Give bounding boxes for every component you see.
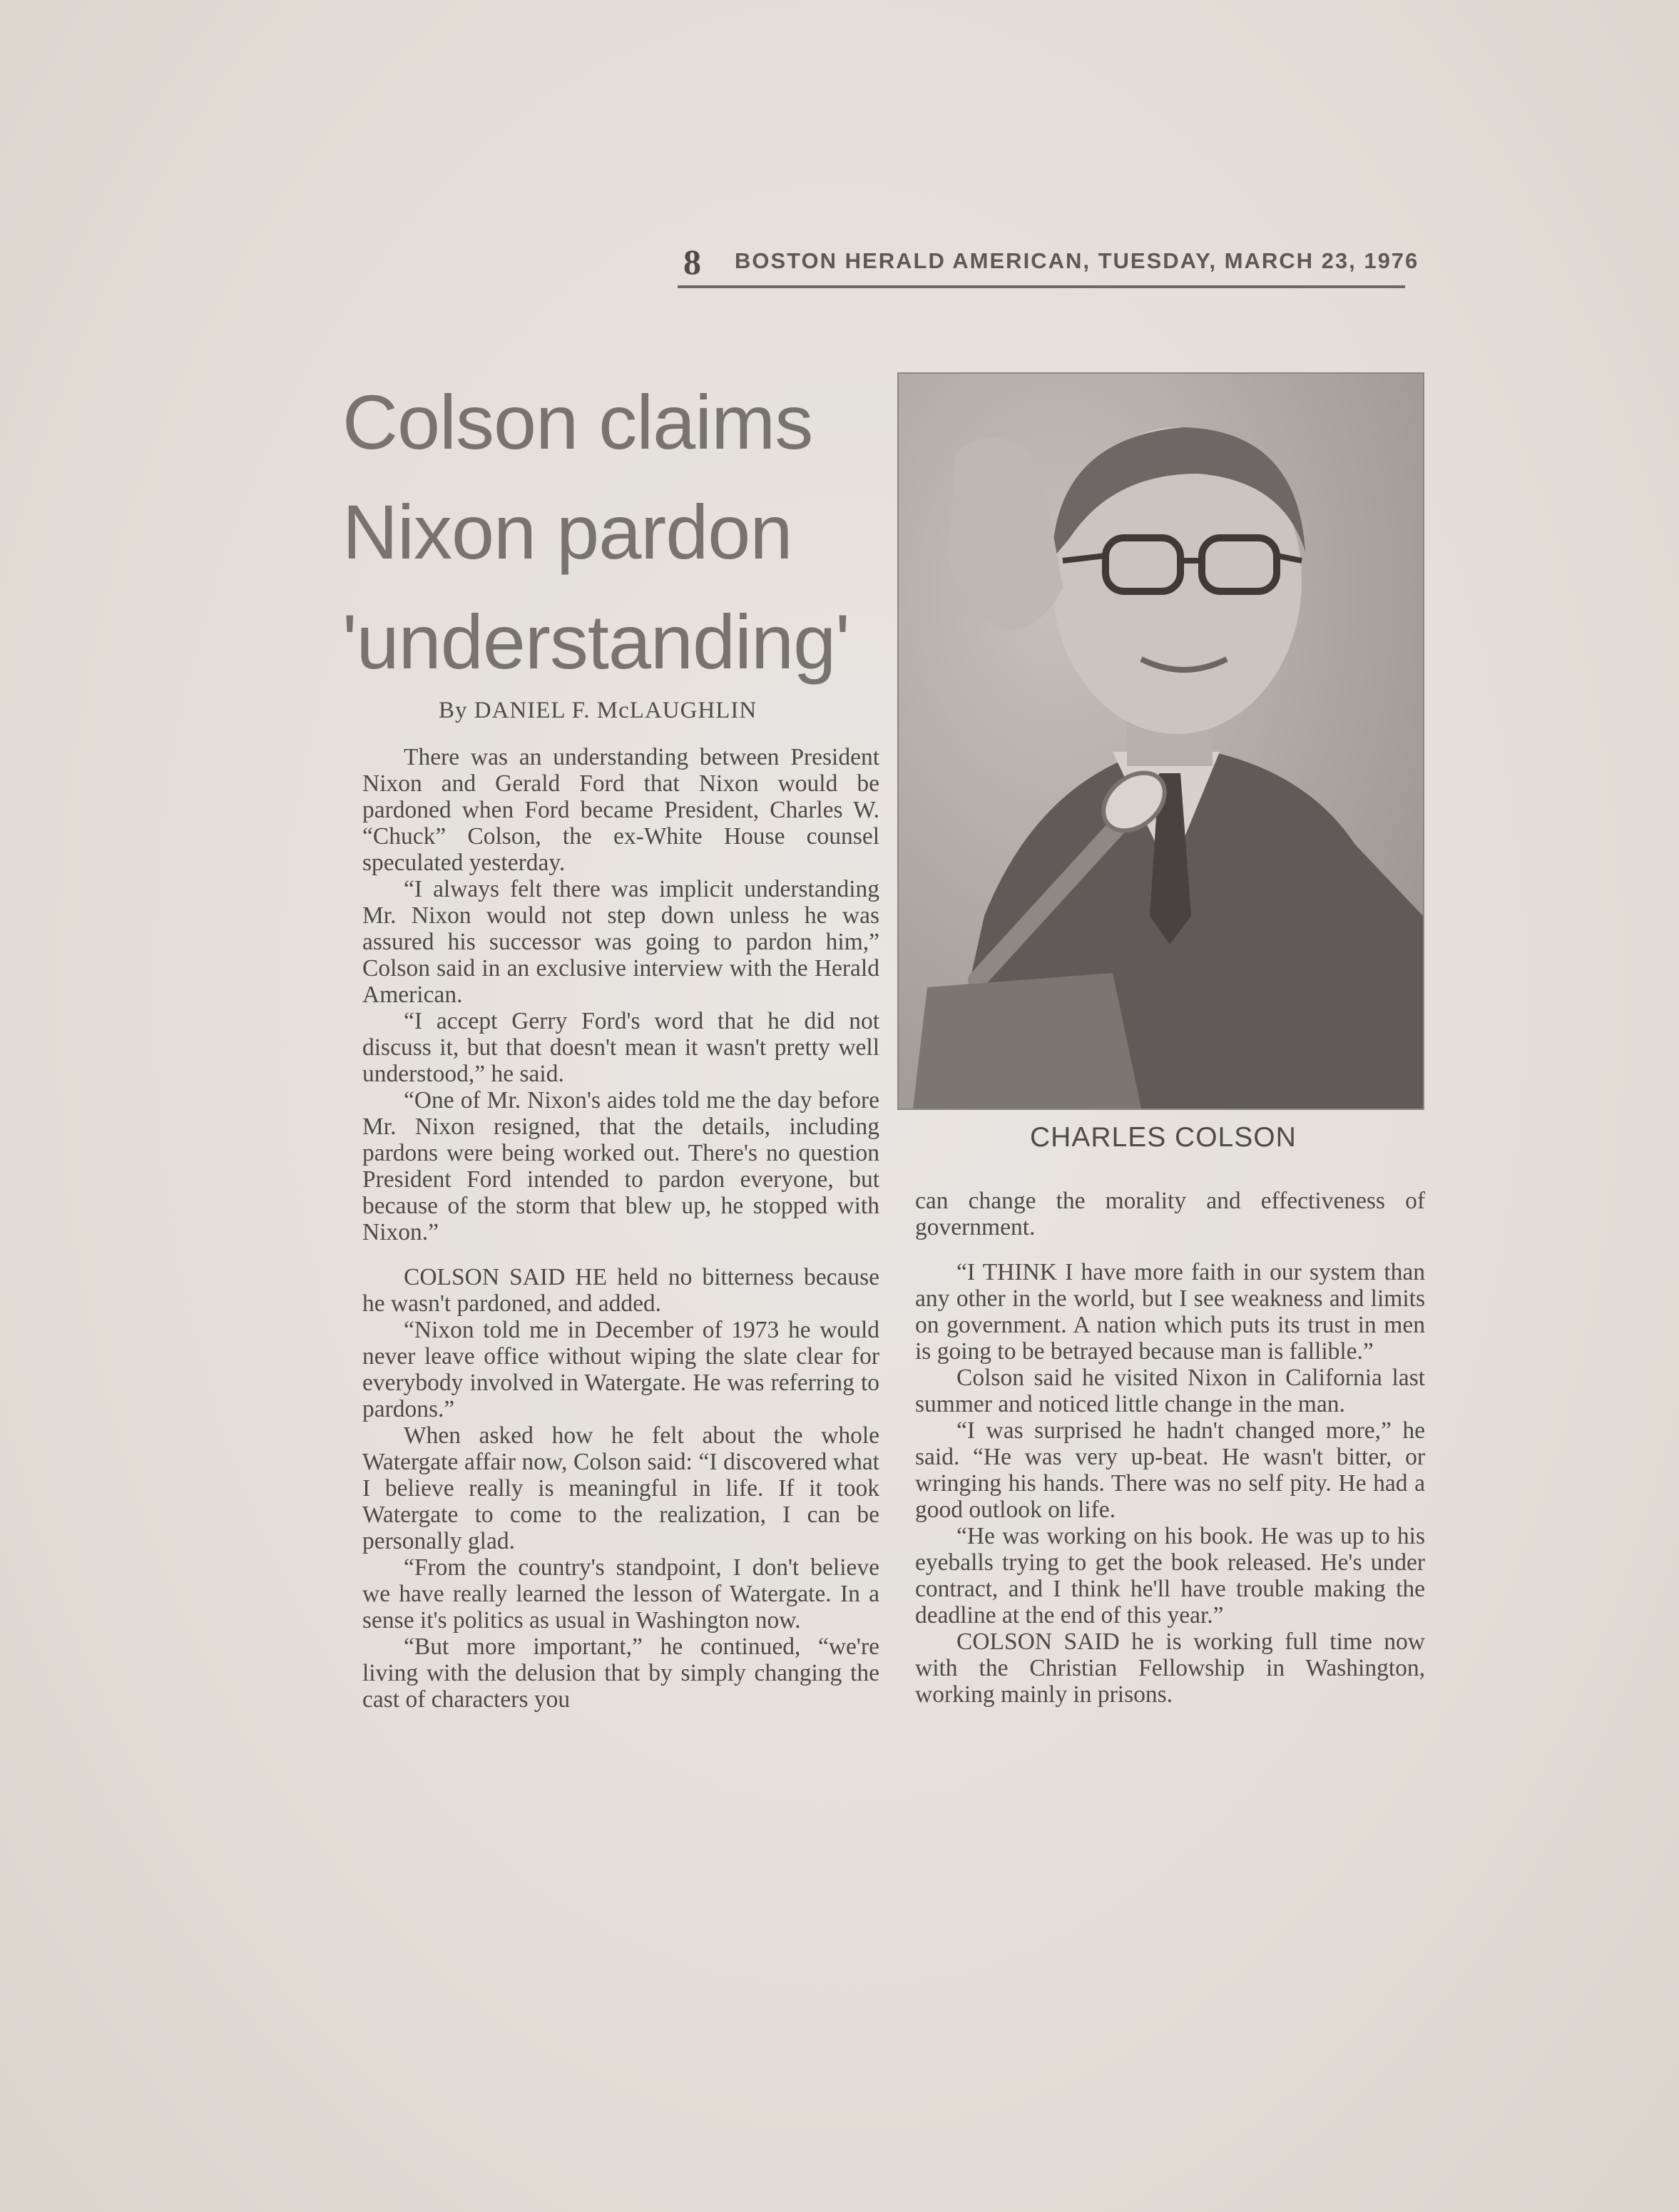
- paragraph: “From the country's standpoint, I don't believe we have really learned the lesson of Watergate. In a sense it's politics as usual in Washington now.: [362, 1554, 879, 1633]
- article-left-column: [362, 744, 879, 1713]
- dateline-text: BOSTON HERALD AMERICAN, TUESDAY, MARCH 23, 1976: [735, 248, 1419, 273]
- paragraph: COLSON SAID HE held no bitterness because he wasn't pardoned, and added.: [362, 1264, 879, 1317]
- page-number: 8: [683, 242, 701, 282]
- paragraph: “One of Mr. Nixon's aides told me the day before Mr. Nixon resigned, that the details, including pardons were being worked out. There's no question President Ford intended to pardon everyone, but because of the storm that blew up, he stopped with Nixon.”: [362, 1087, 879, 1245]
- headline: [342, 367, 884, 697]
- paragraph: “But more important,” he continued, “we're living with the delusion that by simply changing the cast of characters you: [362, 1633, 879, 1713]
- portrait-photo: [897, 372, 1424, 1110]
- headline-line-3: 'understanding': [342, 598, 849, 685]
- paragraph: COLSON SAID he is working full time now with the Christian Fellowship in Washington, working mainly in prisons.: [915, 1629, 1425, 1708]
- headline-line-1: Colson claims: [342, 379, 813, 465]
- paragraph: “I THINK I have more faith in our system than any other in the world, but I see weakness and limits on government. A nation which puts its trust in men is going to be betrayed because man is fallible.”: [915, 1259, 1425, 1365]
- headline-line-2: Nixon pardon: [342, 489, 792, 575]
- portrait-illustration: [899, 374, 1423, 1108]
- byline: By DANIEL F. McLAUGHLIN: [439, 698, 757, 723]
- article-right-column: [915, 1188, 1425, 1708]
- paragraph: “I always felt there was implicit understanding Mr. Nixon would not step down unless he was assured his successor was going to pardon him,” Colson said in an exclusive interview with the Herald American.: [362, 876, 879, 1008]
- photo-caption: CHARLES COLSON: [1030, 1122, 1297, 1153]
- paragraph: can change the morality and effectiveness of government.: [915, 1188, 1425, 1240]
- paragraph: “He was working on his book. He was up to his eyeballs trying to get the book released. He's under contract, and I think he'll have trouble making the deadline at the end of this year.”: [915, 1523, 1425, 1629]
- paragraph: There was an understanding between President Nixon and Gerald Ford that Nixon would be pardoned when Ford became President, Charles W. “Chuck” Colson, the ex-White House counsel speculated yesterday.: [362, 744, 879, 876]
- paragraph: “I accept Gerry Ford's word that he did not discuss it, but that doesn't mean it wasn't pretty well understood,” he said.: [362, 1008, 879, 1087]
- paragraph: “I was surprised he hadn't changed more,” he said. “He was very up-beat. He wasn't bitter, or wringing his hands. There was no self pity. He had a good outlook on life.: [915, 1417, 1425, 1523]
- dateline: [678, 235, 1419, 288]
- paragraph: When asked how he felt about the whole Watergate affair now, Colson said: “I discovered what I believe really is meaningful in life. If it took Watergate to come to the realization, I can be personally glad.: [362, 1422, 879, 1554]
- paragraph: Colson said he visited Nixon in California last summer and noticed little change in the man.: [915, 1365, 1425, 1417]
- paragraph: “Nixon told me in December of 1973 he would never leave office without wiping the slate clear for everybody involved in Watergate. He was referring to pardons.”: [362, 1317, 879, 1422]
